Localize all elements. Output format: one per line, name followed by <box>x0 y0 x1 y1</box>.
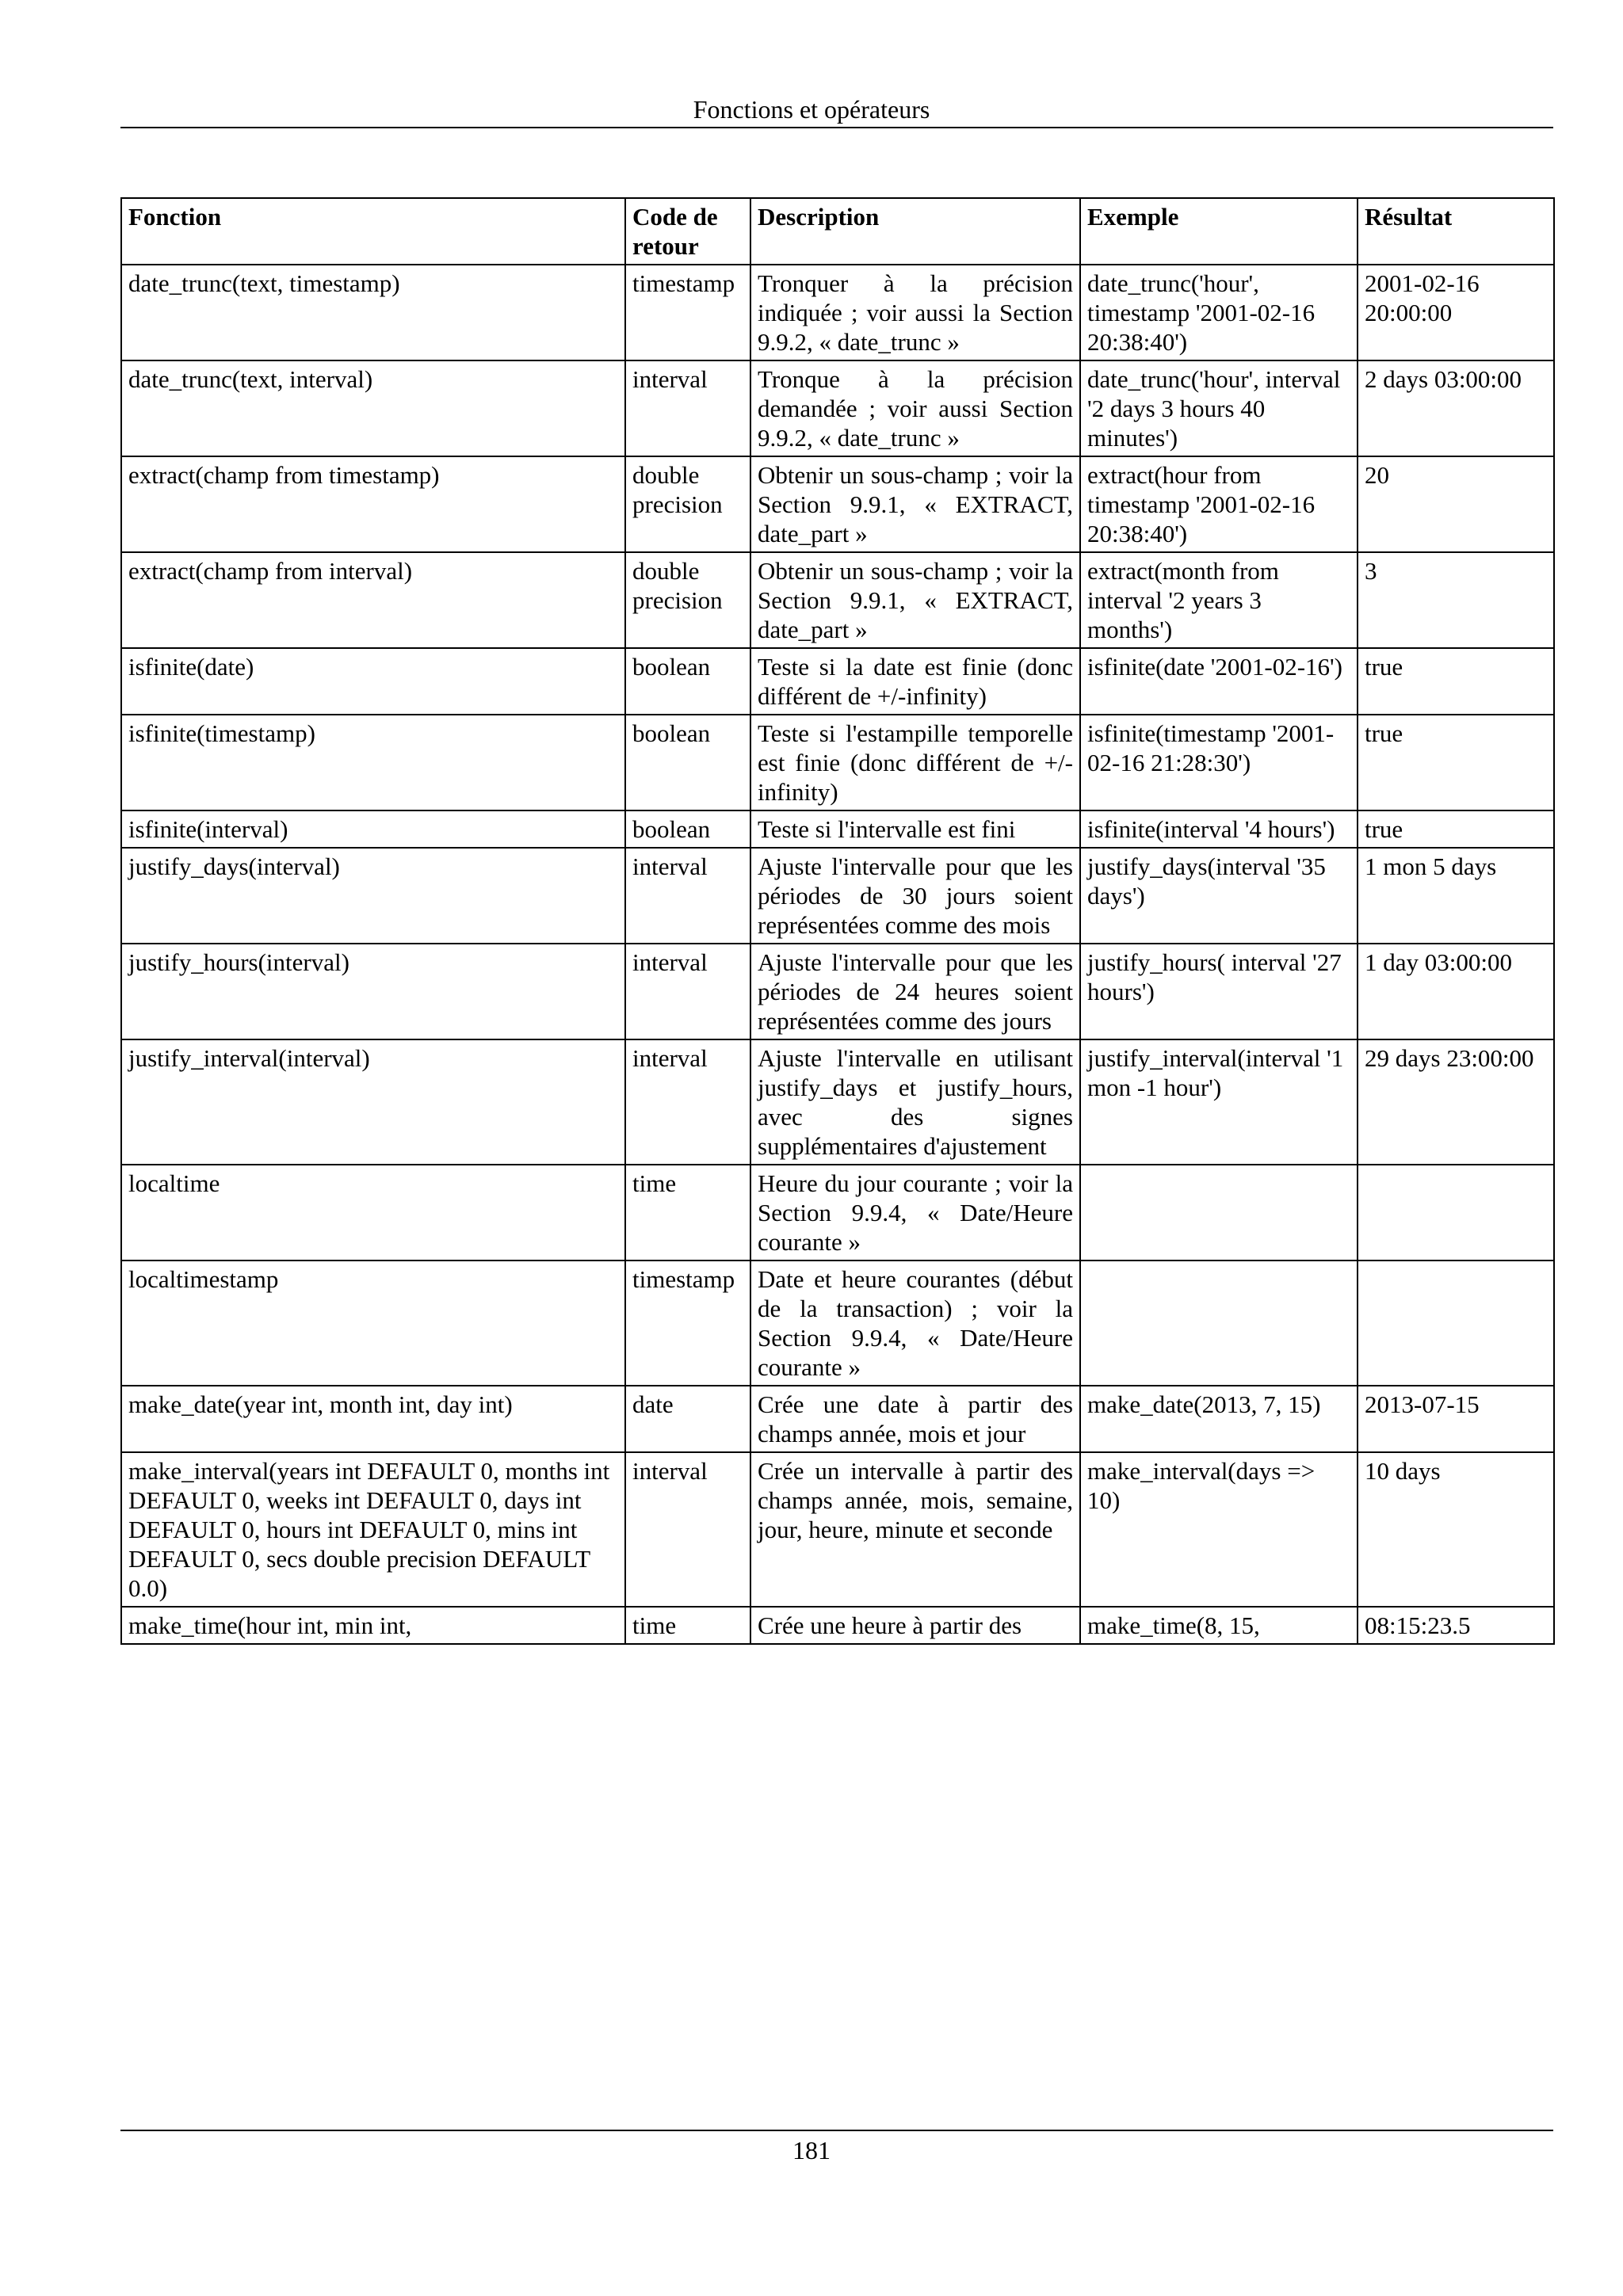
table-row <box>121 1607 1554 1644</box>
column-header-result: Résultat <box>1358 198 1554 265</box>
function-cell: extract(champ from timestamp) <box>121 456 625 552</box>
table-row <box>121 552 1554 648</box>
result-cell: true <box>1358 648 1554 715</box>
function-cell: justify_days(interval) <box>121 848 625 944</box>
description-cell: Ajuste l'intervalle pour que les périodes de 30 jours soient représentées comme des mois <box>750 848 1080 944</box>
example-cell: isfinite(date '2001-02-16') <box>1080 648 1358 715</box>
result-cell: true <box>1358 810 1554 848</box>
result-cell: 1 day 03:00:00 <box>1358 944 1554 1039</box>
table-row <box>121 1039 1554 1165</box>
example-cell: extract(month from interval '2 years 3 months') <box>1080 552 1358 648</box>
table-row <box>121 456 1554 552</box>
return-type-cell: interval <box>625 360 750 456</box>
function-cell: isfinite(date) <box>121 648 625 715</box>
function-cell: make_date(year int, month int, day int) <box>121 1386 625 1452</box>
table-row <box>121 848 1554 944</box>
table-row <box>121 265 1554 360</box>
return-type-cell: time <box>625 1607 750 1644</box>
table-row <box>121 360 1554 456</box>
return-type-cell: time <box>625 1165 750 1261</box>
result-cell <box>1358 1261 1554 1386</box>
result-cell: true <box>1358 715 1554 810</box>
example-cell: justify_days(interval '35 days') <box>1080 848 1358 944</box>
result-cell: 08:15:23.5 <box>1358 1607 1554 1644</box>
description-cell: Teste si l'estampille temporelle est finie (donc différent de +/-infinity) <box>750 715 1080 810</box>
return-type-cell: timestamp <box>625 265 750 360</box>
return-type-cell: double precision <box>625 456 750 552</box>
table-row <box>121 1386 1554 1452</box>
result-cell: 2001-02-16 20:00:00 <box>1358 265 1554 360</box>
description-cell: Obtenir un sous-champ ; voir la Section 9.9.1, « EXTRACT, date_part » <box>750 456 1080 552</box>
result-cell: 1 mon 5 days <box>1358 848 1554 944</box>
description-cell: Crée une date à partir des champs année, mois et jour <box>750 1386 1080 1452</box>
result-cell: 20 <box>1358 456 1554 552</box>
example-cell: make_time(8, 15, <box>1080 1607 1358 1644</box>
function-cell: localtimestamp <box>121 1261 625 1386</box>
example-cell: make_date(2013, 7, 15) <box>1080 1386 1358 1452</box>
result-cell: 3 <box>1358 552 1554 648</box>
function-cell: justify_interval(interval) <box>121 1039 625 1165</box>
return-type-cell: interval <box>625 848 750 944</box>
function-cell: date_trunc(text, timestamp) <box>121 265 625 360</box>
function-cell: make_interval(years int DEFAULT 0, months int DEFAULT 0, weeks int DEFAULT 0, days int DEFAULT 0, hours int DEFAULT 0, mins int DEFAULT 0, secs double precision DEFAULT 0.0) <box>121 1452 625 1607</box>
footer-rule <box>120 2130 1553 2131</box>
page-number: 181 <box>792 2136 831 2164</box>
table-row <box>121 648 1554 715</box>
page-header-title: Fonctions et opérateurs <box>693 95 930 124</box>
example-cell: justify_interval(interval '1 mon -1 hour') <box>1080 1039 1358 1165</box>
function-cell: isfinite(interval) <box>121 810 625 848</box>
result-cell: 29 days 23:00:00 <box>1358 1039 1554 1165</box>
return-type-cell: double precision <box>625 552 750 648</box>
table-row <box>121 810 1554 848</box>
result-cell: 10 days <box>1358 1452 1554 1607</box>
function-cell: make_time(hour int, min int, <box>121 1607 625 1644</box>
description-cell: Date et heure courantes (début de la transaction) ; voir la Section 9.9.4, « Date/Heure courante » <box>750 1261 1080 1386</box>
table-row <box>121 715 1554 810</box>
return-type-cell: boolean <box>625 810 750 848</box>
table-header-row <box>121 198 1554 265</box>
result-cell <box>1358 1165 1554 1261</box>
column-header-return: Code de retour <box>625 198 750 265</box>
example-cell: date_trunc('hour', interval '2 days 3 hours 40 minutes') <box>1080 360 1358 456</box>
example-cell: make_interval(days => 10) <box>1080 1452 1358 1607</box>
example-cell: isfinite(timestamp '2001-02-16 21:28:30') <box>1080 715 1358 810</box>
table-row <box>121 1452 1554 1607</box>
function-cell: extract(champ from interval) <box>121 552 625 648</box>
function-cell: isfinite(timestamp) <box>121 715 625 810</box>
result-cell: 2 days 03:00:00 <box>1358 360 1554 456</box>
result-cell: 2013-07-15 <box>1358 1386 1554 1452</box>
return-type-cell: interval <box>625 1452 750 1607</box>
description-cell: Obtenir un sous-champ ; voir la Section 9.9.1, « EXTRACT, date_part » <box>750 552 1080 648</box>
functions-table <box>120 197 1555 1645</box>
column-header-function: Fonction <box>121 198 625 265</box>
example-cell: date_trunc('hour', timestamp '2001-02-16 20:38:40') <box>1080 265 1358 360</box>
column-header-example: Exemple <box>1080 198 1358 265</box>
example-cell: isfinite(interval '4 hours') <box>1080 810 1358 848</box>
table-body <box>121 265 1554 1644</box>
return-type-cell: boolean <box>625 715 750 810</box>
return-type-cell: boolean <box>625 648 750 715</box>
table-row <box>121 1261 1554 1386</box>
return-type-cell: interval <box>625 1039 750 1165</box>
function-cell: localtime <box>121 1165 625 1261</box>
description-cell: Tronque à la précision demandée ; voir aussi Section 9.9.2, « date_trunc » <box>750 360 1080 456</box>
function-cell: date_trunc(text, interval) <box>121 360 625 456</box>
description-cell: Ajuste l'intervalle en utilisant justify_days et justify_hours, avec des signes supplémentaires d'ajustement <box>750 1039 1080 1165</box>
description-cell: Crée une heure à partir des <box>750 1607 1080 1644</box>
header-rule <box>120 127 1553 128</box>
column-header-description: Description <box>750 198 1080 265</box>
return-type-cell: timestamp <box>625 1261 750 1386</box>
description-cell: Crée un intervalle à partir des champs année, mois, semaine, jour, heure, minute et seconde <box>750 1452 1080 1607</box>
description-cell: Teste si la date est finie (donc différent de +/-infinity) <box>750 648 1080 715</box>
example-cell: extract(hour from timestamp '2001-02-16 20:38:40') <box>1080 456 1358 552</box>
return-type-cell: interval <box>625 944 750 1039</box>
description-cell: Heure du jour courante ; voir la Section 9.9.4, « Date/Heure courante » <box>750 1165 1080 1261</box>
example-cell: justify_hours( interval '27 hours') <box>1080 944 1358 1039</box>
description-cell: Ajuste l'intervalle pour que les périodes de 24 heures soient représentées comme des jours <box>750 944 1080 1039</box>
table-row <box>121 944 1554 1039</box>
example-cell <box>1080 1165 1358 1261</box>
table-row <box>121 1165 1554 1261</box>
return-type-cell: date <box>625 1386 750 1452</box>
description-cell: Teste si l'intervalle est fini <box>750 810 1080 848</box>
function-cell: justify_hours(interval) <box>121 944 625 1039</box>
description-cell: Tronquer à la précision indiquée ; voir aussi la Section 9.9.2, « date_trunc » <box>750 265 1080 360</box>
example-cell <box>1080 1261 1358 1386</box>
